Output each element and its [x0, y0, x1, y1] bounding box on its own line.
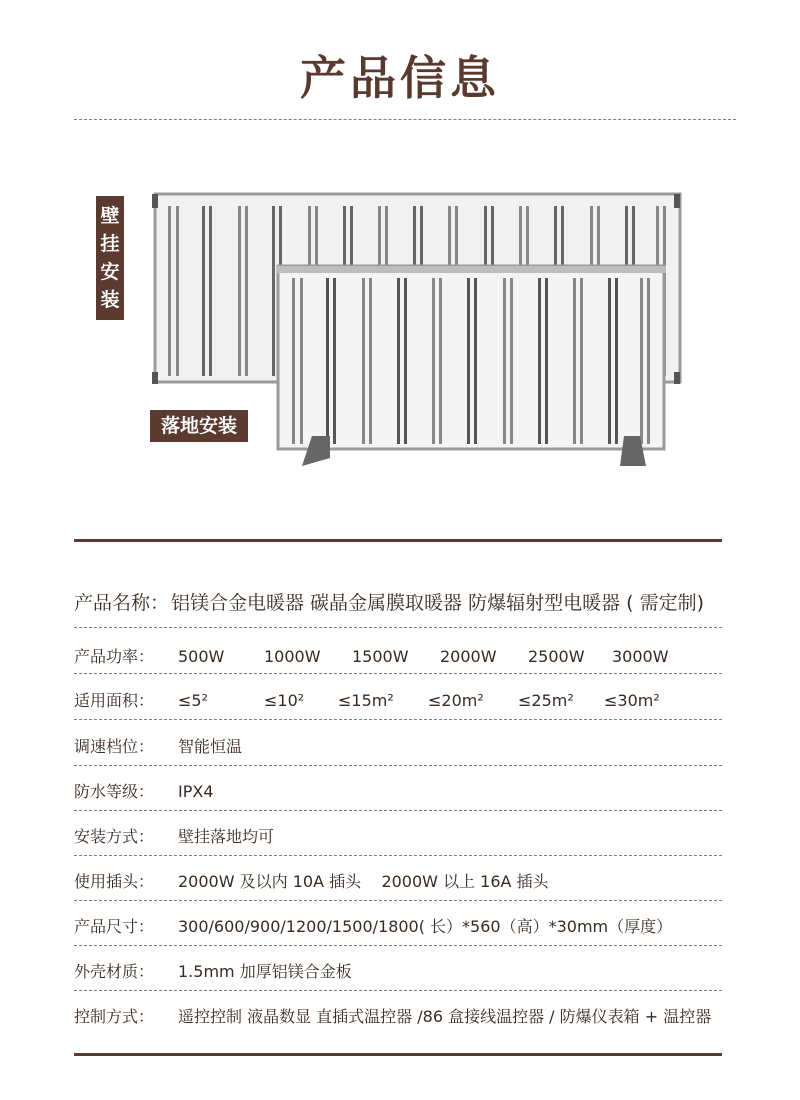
- row-divider: [74, 945, 722, 946]
- area-label: 适用面积：: [74, 691, 155, 710]
- section-divider-top: [74, 539, 722, 542]
- area-row: 适用面积： ≤5² ≤10² ≤15m² ≤20m² ≤25m² ≤30m²: [74, 688, 764, 711]
- size-row: 产品尺寸： 300/600/900/1200/1500/1800( 长）*560（高）*30mm（厚度）: [74, 917, 673, 936]
- power-row: 产品功率： 500W 1000W 1500W 2000W 2500W 3000W: [74, 644, 764, 667]
- product-name-label: 产品名称：: [74, 592, 170, 614]
- page-title: 产品信息: [300, 51, 500, 105]
- plug-row: 使用插头： 2000W 及以内 10A 插头 2000W 以上 16A 插头: [74, 872, 549, 891]
- control-row: 控制方式： 遥控控制 液晶数显 直插式温控器 /86 盒接线温控器 / 防爆仪表箱 + 温控器: [74, 1007, 712, 1026]
- material-row: 外壳材质： 1.5mm 加厚铝镁合金板: [74, 962, 352, 981]
- row-divider: [74, 673, 722, 674]
- wall-install-badge: 壁 挂 安 装: [96, 196, 124, 320]
- row-divider: [74, 990, 722, 991]
- install-row: 安装方式： 壁挂落地均可: [74, 827, 275, 846]
- floor-install-badge: 落地安装: [150, 410, 248, 442]
- section-divider-bottom: [74, 1053, 722, 1056]
- row-divider: [74, 719, 722, 720]
- power-label: 产品功率：: [74, 647, 155, 666]
- row-divider: [74, 900, 722, 901]
- product-name-row: [74, 588, 704, 615]
- row-divider: [74, 810, 722, 811]
- speed-row: 调速档位： 智能恒温: [74, 737, 243, 756]
- waterproof-row: 防水等级： IPX4: [74, 782, 214, 801]
- row-divider: [74, 765, 722, 766]
- row-divider: [74, 627, 722, 628]
- title-divider: [74, 119, 736, 120]
- row-divider: [74, 855, 722, 856]
- product-name-value: 铝镁合金电暖器 碳晶金属膜取暖器 防爆辐射型电暖器 ( 需定制): [171, 592, 705, 614]
